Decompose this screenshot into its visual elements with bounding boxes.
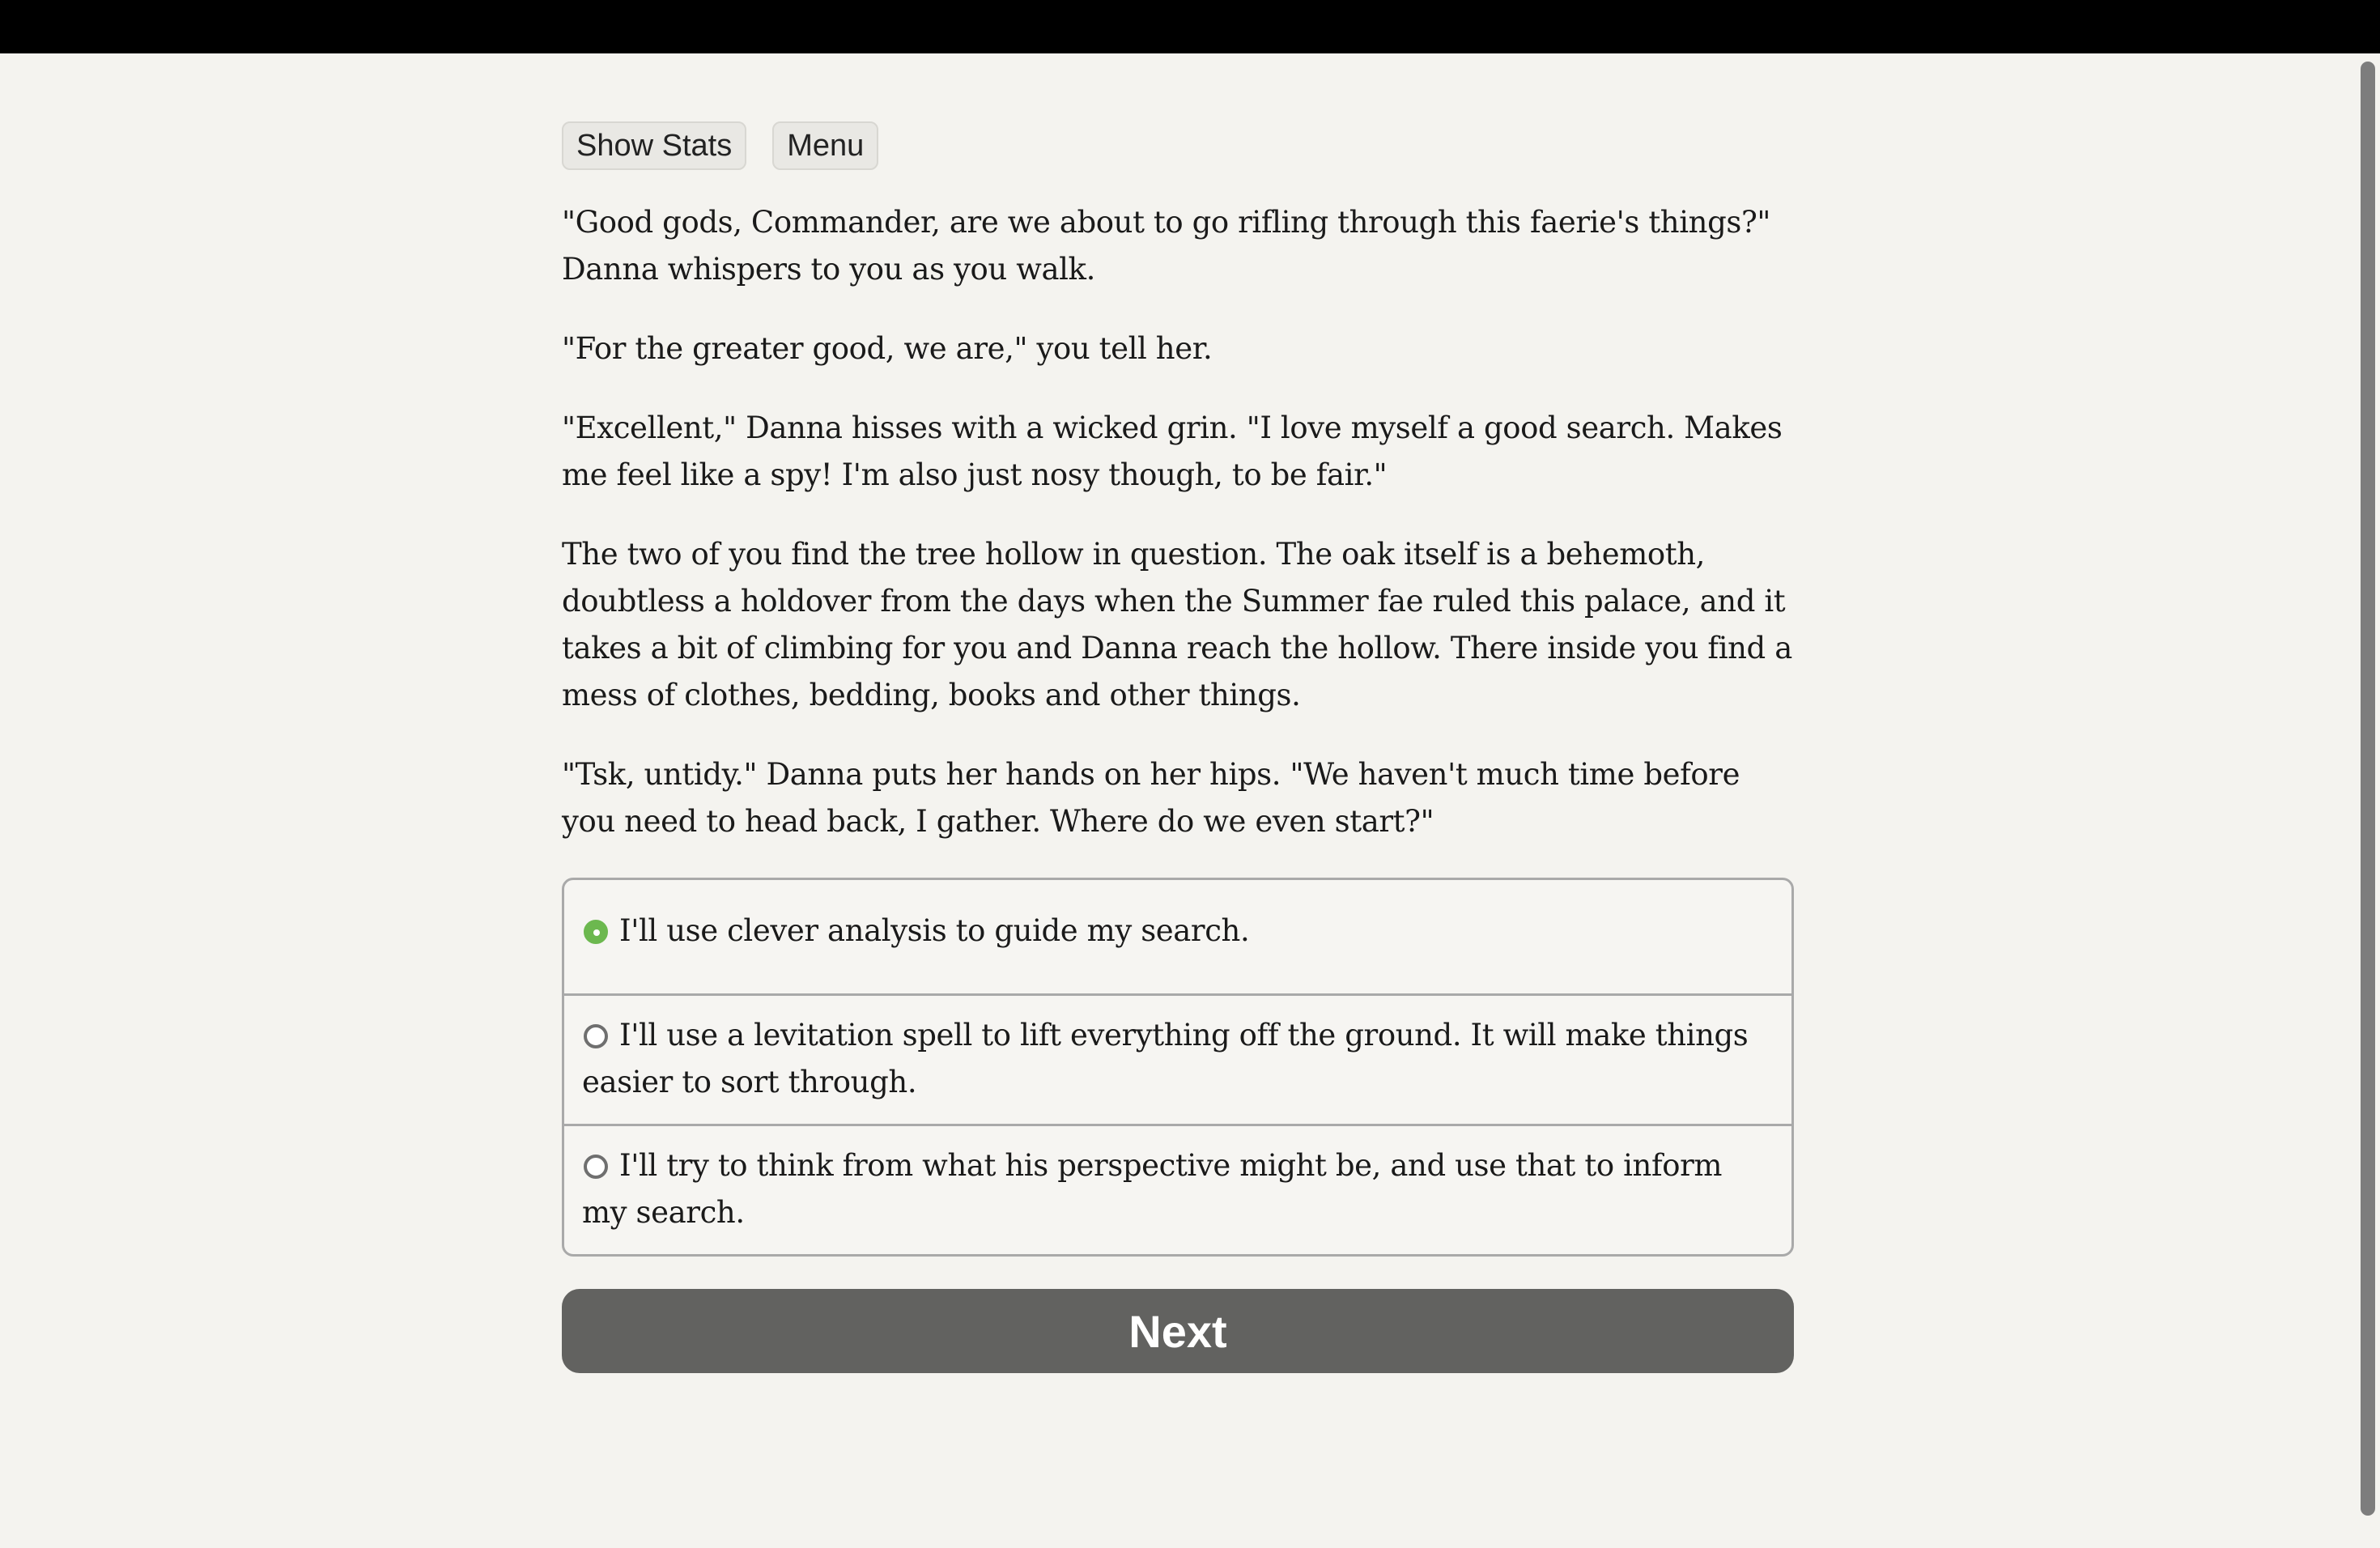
radio-unselected-icon[interactable] bbox=[584, 1024, 608, 1048]
show-stats-button[interactable]: Show Stats bbox=[562, 121, 746, 170]
main-content bbox=[562, 121, 1794, 1373]
choice-option-2[interactable] bbox=[564, 993, 1791, 1124]
story-paragraph: "Good gods, Commander, are we about to go rifling through this faerie's things?" Danna whispers to you as you walk. bbox=[562, 205, 1771, 287]
choice-label: I'll use a levitation spell to lift everything off the ground. It will make things easier to sort through. bbox=[582, 1018, 1749, 1099]
next-button[interactable]: Next bbox=[562, 1289, 1794, 1373]
story-paragraph: "For the greater good, we are," you tell her. bbox=[562, 331, 1213, 366]
choice-list bbox=[562, 878, 1794, 1257]
story-paragraph: The two of you find the tree hollow in question. The oak itself is a behemoth, doubtless a holdover from the days when the Summer fae ruled this palace, and it takes a bit of climbing for you and Danna reach the hollow. There inside you find a mess of clothes, bedding, books and other things. bbox=[562, 537, 1792, 712]
story-text bbox=[562, 199, 1794, 845]
menu-button[interactable]: Menu bbox=[772, 121, 878, 170]
scrollbar-thumb[interactable] bbox=[2361, 62, 2375, 1516]
toolbar bbox=[562, 121, 1794, 170]
radio-unselected-icon[interactable] bbox=[584, 1155, 608, 1179]
story-paragraph: "Tsk, untidy." Danna puts her hands on her hips. "We haven't much time before you need to head back, I gather. Where do we even start?" bbox=[562, 757, 1740, 839]
choice-option-3[interactable] bbox=[564, 1124, 1791, 1254]
radio-selected-icon[interactable] bbox=[584, 920, 608, 944]
story-paragraph: "Excellent," Danna hisses with a wicked grin. "I love myself a good search. Makes me feel like a spy! I'm also just nosy though, to be fair." bbox=[562, 410, 1783, 492]
choice-label: I'll try to think from what his perspective might be, and use that to inform my search. bbox=[582, 1148, 1723, 1230]
top-bar bbox=[0, 0, 2380, 53]
choice-option-1[interactable] bbox=[564, 880, 1791, 993]
choice-label: I'll use clever analysis to guide my search. bbox=[619, 913, 1250, 948]
